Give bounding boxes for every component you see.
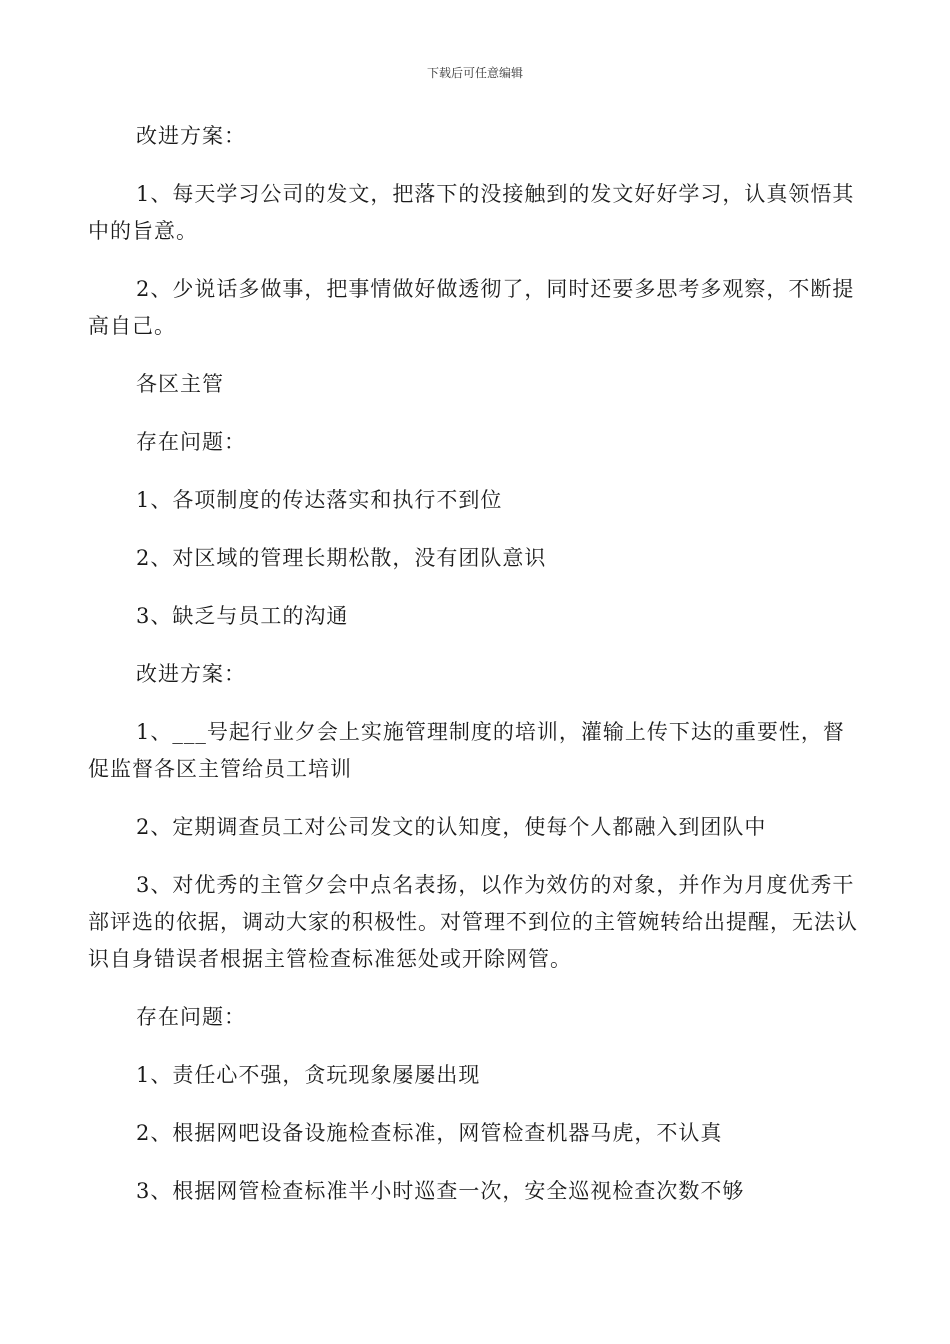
plan-item-1: 1、每天学习公司的发文，把落下的没接触到的发文好好学习，认真领悟其中的旨意。	[88, 182, 855, 243]
heading-improvement-plan: 改进方案：	[136, 124, 246, 148]
plan-item-2-b: 2、定期调查员工对公司发文的认知度，使每个人都融入到团队中	[136, 815, 767, 839]
problem-item-1: 1、各项制度的传达落实和执行不到位	[136, 488, 503, 512]
heading-existing-problems-2: 存在问题：	[136, 1005, 246, 1029]
plan-item-3-b: 3、对优秀的主管夕会中点名表扬，以作为效仿的对象，并作为月度优秀干部评选的依据，调动大家的积极性。对管理不到位的主管婉转给出提醒，无法认识自身错误者根据主管检查标准惩处或开除网管。	[88, 873, 858, 971]
problem-item-1-b: 1、责任心不强，贪玩现象屡屡出现	[136, 1063, 481, 1087]
plan-item-1-b: 1、___号起行业夕会上实施管理制度的培训，灌输上传下达的重要性，督促监督各区主管给员工培训	[88, 720, 845, 781]
problem-item-2-b: 2、根据网吧设备设施检查标准，网管检查机器马虎，不认真	[136, 1121, 723, 1145]
page-header: 下载后可任意编辑	[426, 66, 523, 80]
heading-improvement-plan-2: 改进方案：	[136, 662, 246, 686]
document-body	[88, 118, 864, 1231]
heading-existing-problems: 存在问题：	[136, 430, 246, 454]
problem-item-3: 3、缺乏与员工的沟通	[136, 604, 349, 628]
problem-item-3-b: 3、根据网管检查标准半小时巡查一次，安全巡视检查次数不够	[136, 1179, 745, 1203]
section-title-area-supervisors: 各区主管	[136, 372, 224, 396]
problem-item-2: 2、对区域的管理长期松散，没有团队意识	[136, 546, 547, 570]
plan-item-2: 2、少说话多做事，把事情做好做透彻了，同时还要多思考多观察，不断提高自己。	[88, 277, 855, 338]
